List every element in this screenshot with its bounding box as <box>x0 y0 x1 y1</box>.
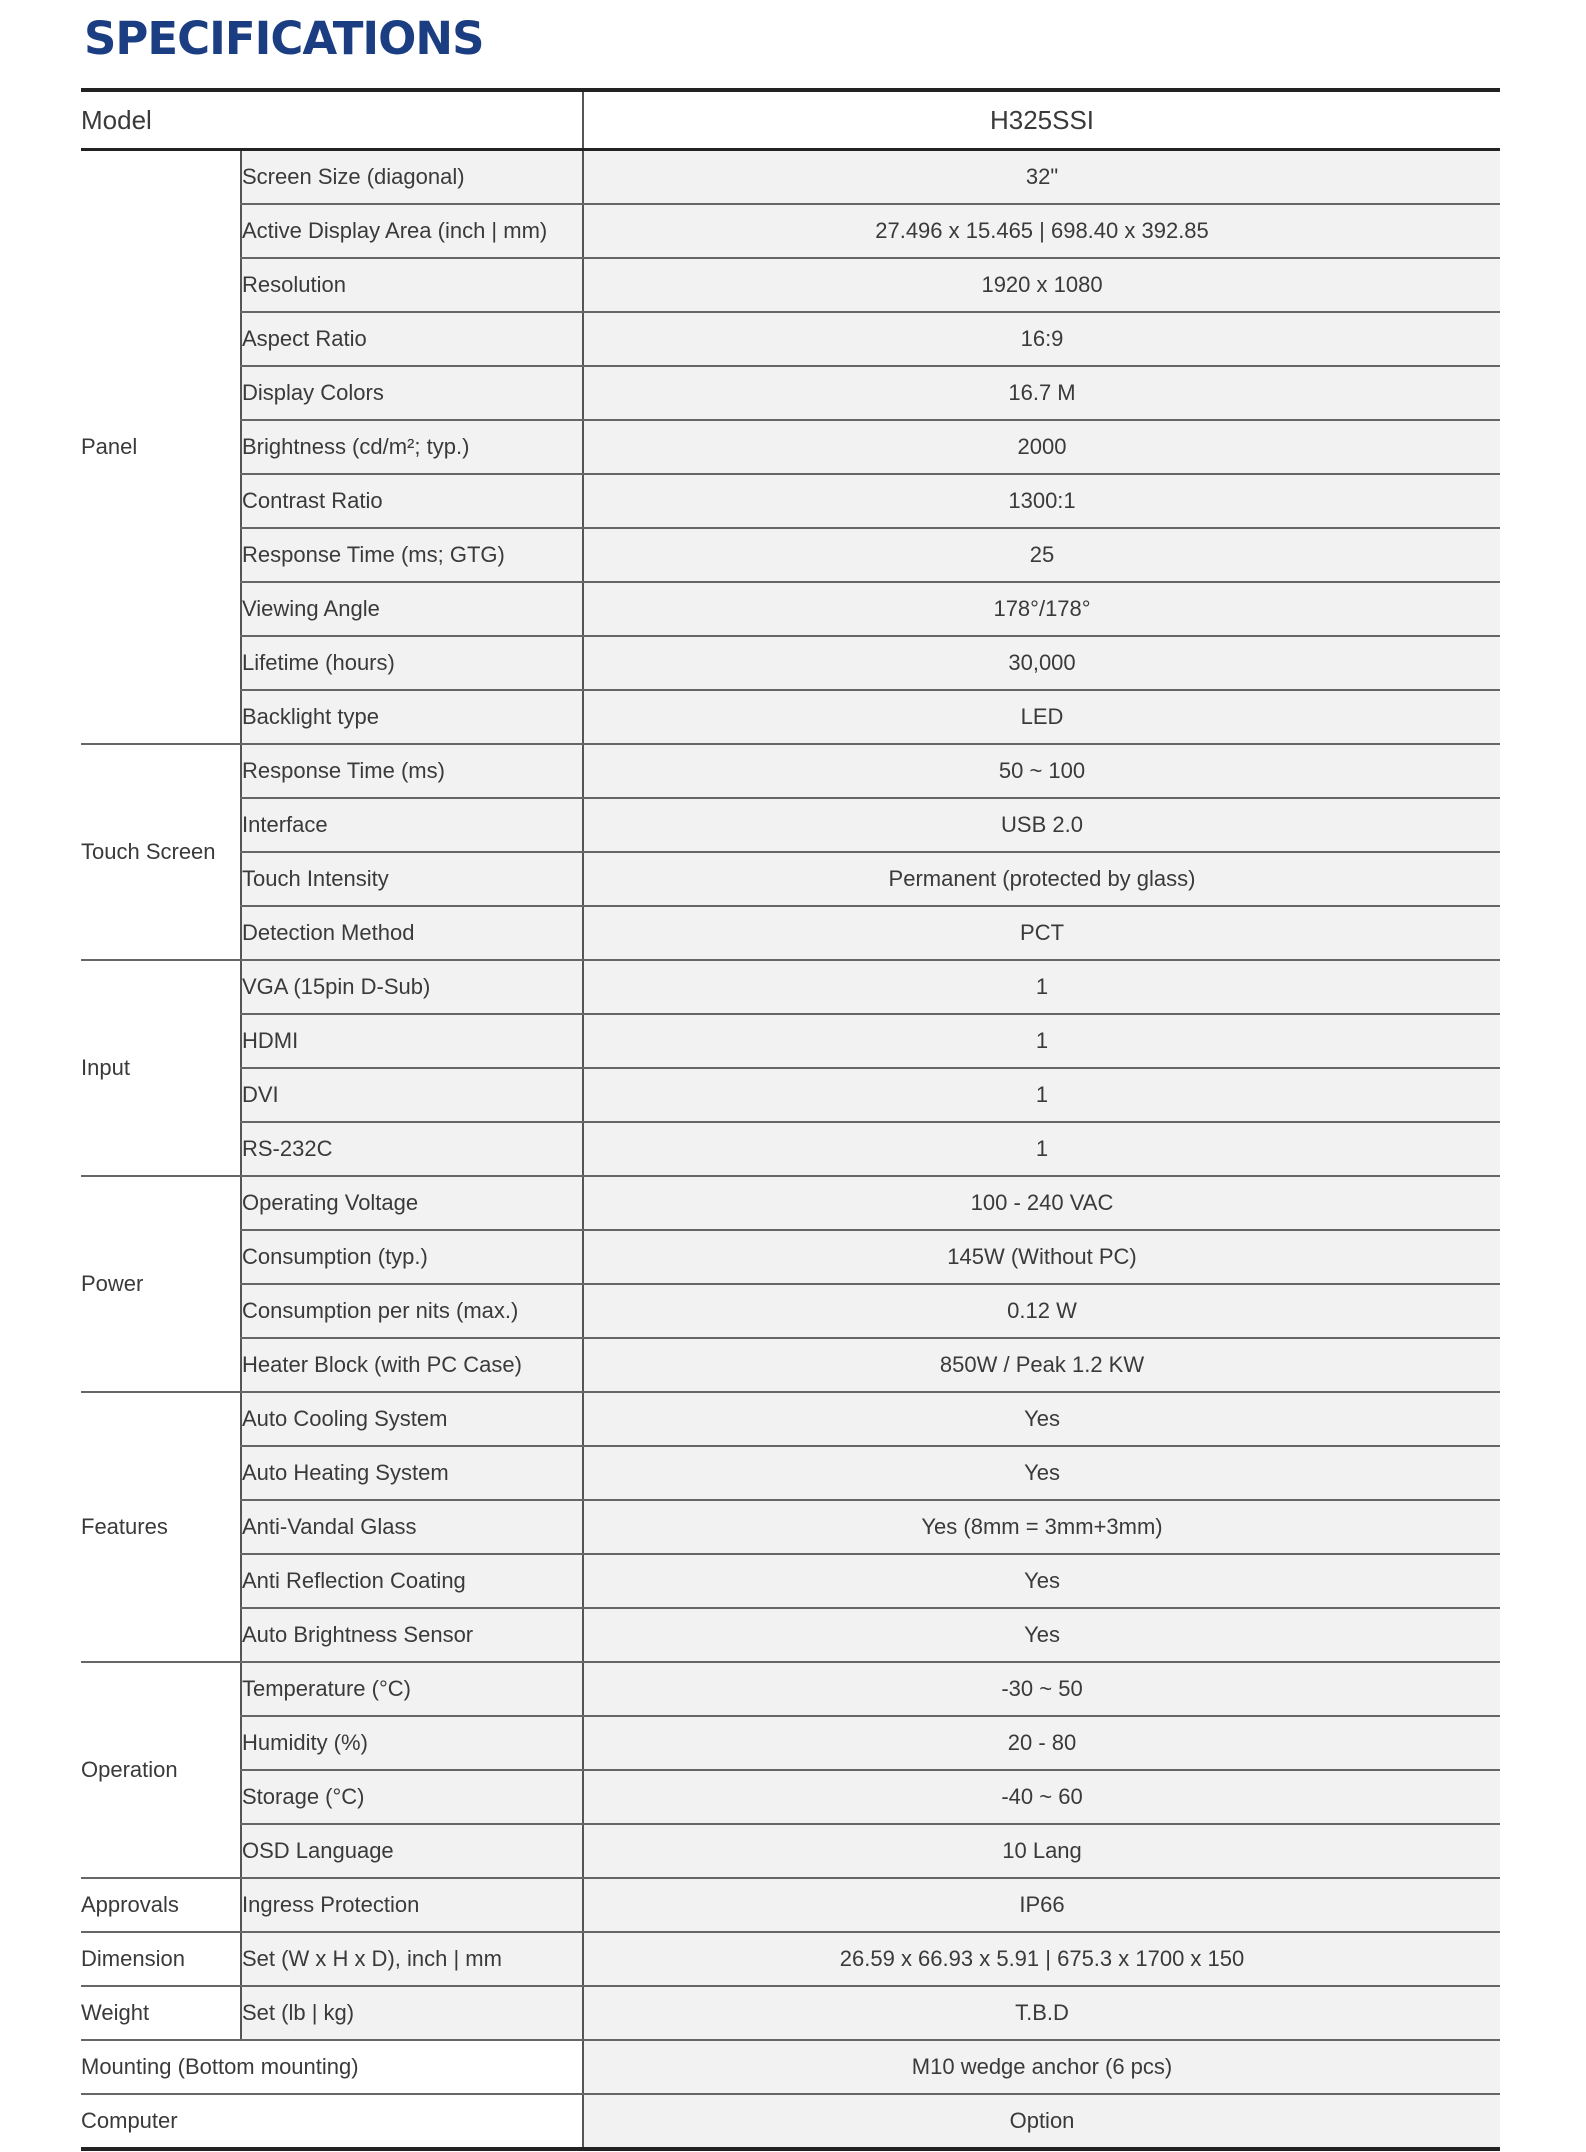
spec-value: Option <box>583 2094 1500 2149</box>
spec-value: -30 ~ 50 <box>583 1662 1500 1716</box>
spec-value: 0.12 W <box>583 1284 1500 1338</box>
spec-value: 1 <box>583 1014 1500 1068</box>
table-row <box>81 1824 1500 1878</box>
table-row <box>81 1230 1500 1284</box>
group-label: Operation <box>81 1662 241 1878</box>
spec-label: Auto Brightness Sensor <box>241 1608 583 1662</box>
spec-label: Brightness (cd/m²; typ.) <box>241 420 583 474</box>
spec-value: 16:9 <box>583 312 1500 366</box>
spec-value: 1 <box>583 1122 1500 1176</box>
table-row <box>81 2040 1500 2094</box>
spec-label: Ingress Protection <box>241 1878 583 1932</box>
spec-value: 178°/178° <box>583 582 1500 636</box>
spec-value: -40 ~ 60 <box>583 1770 1500 1824</box>
spec-value: 26.59 x 66.93 x 5.91 | 675.3 x 1700 x 150 <box>583 1932 1500 1986</box>
table-row <box>81 1716 1500 1770</box>
spec-label: Anti-Vandal Glass <box>241 1500 583 1554</box>
table-row <box>81 366 1500 420</box>
spec-value: 27.496 x 15.465 | 698.40 x 392.85 <box>583 204 1500 258</box>
spec-label: Viewing Angle <box>241 582 583 636</box>
spec-label: Touch Intensity <box>241 852 583 906</box>
table-row <box>81 1068 1500 1122</box>
spec-value: T.B.D <box>583 1986 1500 2040</box>
table-row <box>81 1932 1500 1986</box>
spec-value: IP66 <box>583 1878 1500 1932</box>
spec-label: Backlight type <box>241 690 583 744</box>
spec-label: Contrast Ratio <box>241 474 583 528</box>
spec-value: 850W / Peak 1.2 KW <box>583 1338 1500 1392</box>
spec-label: Auto Heating System <box>241 1446 583 1500</box>
spec-value: 1300:1 <box>583 474 1500 528</box>
table-row <box>81 1014 1500 1068</box>
table-row <box>81 1176 1500 1230</box>
spec-value: 10 Lang <box>583 1824 1500 1878</box>
table-row <box>81 690 1500 744</box>
table-row <box>81 1608 1500 1662</box>
table-row <box>81 204 1500 258</box>
table-row <box>81 1662 1500 1716</box>
spec-label: Screen Size (diagonal) <box>241 150 583 205</box>
spec-label: Detection Method <box>241 906 583 960</box>
spec-label: RS-232C <box>241 1122 583 1176</box>
table-row <box>81 1554 1500 1608</box>
group-label: Input <box>81 960 241 1176</box>
spec-label: Response Time (ms; GTG) <box>241 528 583 582</box>
spec-value: 32" <box>583 150 1500 205</box>
spec-value: Yes (8mm = 3mm+3mm) <box>583 1500 1500 1554</box>
spec-value: 2000 <box>583 420 1500 474</box>
table-row <box>81 906 1500 960</box>
table-row <box>81 1770 1500 1824</box>
spec-value: 145W (Without PC) <box>583 1230 1500 1284</box>
spec-label: Humidity (%) <box>241 1716 583 1770</box>
spec-label: Consumption (typ.) <box>241 1230 583 1284</box>
spec-label: HDMI <box>241 1014 583 1068</box>
spec-label: Storage (°C) <box>241 1770 583 1824</box>
table-row <box>81 1878 1500 1932</box>
spec-value: 1 <box>583 960 1500 1014</box>
table-row <box>81 1500 1500 1554</box>
table-row <box>81 312 1500 366</box>
spec-label: Active Display Area (inch | mm) <box>241 204 583 258</box>
spec-label: Computer <box>81 2094 583 2149</box>
spec-label: Lifetime (hours) <box>241 636 583 690</box>
spec-label: Display Colors <box>241 366 583 420</box>
model-label: Model <box>81 90 583 150</box>
table-row <box>81 2094 1500 2149</box>
spec-label: VGA (15pin D-Sub) <box>241 960 583 1014</box>
table-row <box>81 1446 1500 1500</box>
table-row <box>81 798 1500 852</box>
table-row <box>81 582 1500 636</box>
table-row <box>81 528 1500 582</box>
spec-value: 1920 x 1080 <box>583 258 1500 312</box>
spec-value: M10 wedge anchor (6 pcs) <box>583 2040 1500 2094</box>
group-label: Panel <box>81 150 241 745</box>
table-row <box>81 1338 1500 1392</box>
group-label: Features <box>81 1392 241 1662</box>
spec-label: Anti Reflection Coating <box>241 1554 583 1608</box>
spec-value: 100 - 240 VAC <box>583 1176 1500 1230</box>
table-row <box>81 852 1500 906</box>
spec-value: 16.7 M <box>583 366 1500 420</box>
spec-value: Yes <box>583 1446 1500 1500</box>
table-row <box>81 1284 1500 1338</box>
table-row <box>81 1986 1500 2040</box>
spec-label: Heater Block (with PC Case) <box>241 1338 583 1392</box>
spec-value: PCT <box>583 906 1500 960</box>
spec-value: Yes <box>583 1392 1500 1446</box>
specifications-table-body <box>81 90 1500 2149</box>
spec-label: Operating Voltage <box>241 1176 583 1230</box>
spec-value: 1 <box>583 1068 1500 1122</box>
spec-label: Interface <box>241 798 583 852</box>
spec-label: Auto Cooling System <box>241 1392 583 1446</box>
spec-label: Consumption per nits (max.) <box>241 1284 583 1338</box>
table-row <box>81 1392 1500 1446</box>
group-label: Approvals <box>81 1878 241 1932</box>
spec-label: Mounting (Bottom mounting) <box>81 2040 583 2094</box>
table-row <box>81 636 1500 690</box>
table-header-row <box>81 90 1500 150</box>
spec-label: Temperature (°C) <box>241 1662 583 1716</box>
group-label: Dimension <box>81 1932 241 1986</box>
spec-value: USB 2.0 <box>583 798 1500 852</box>
spec-label: Response Time (ms) <box>241 744 583 798</box>
spec-value: 20 - 80 <box>583 1716 1500 1770</box>
table-row <box>81 960 1500 1014</box>
group-label: Weight <box>81 1986 241 2040</box>
spec-label: OSD Language <box>241 1824 583 1878</box>
spec-value: Yes <box>583 1554 1500 1608</box>
spec-label: Set (lb | kg) <box>241 1986 583 2040</box>
table-row <box>81 420 1500 474</box>
group-label: Touch Screen <box>81 744 241 960</box>
group-label: Power <box>81 1176 241 1392</box>
table-row <box>81 150 1500 205</box>
specifications-table <box>81 88 1500 2151</box>
model-value: H325SSI <box>583 90 1500 150</box>
table-row <box>81 744 1500 798</box>
spec-label: Aspect Ratio <box>241 312 583 366</box>
spec-value: Permanent (protected by glass) <box>583 852 1500 906</box>
spec-value: 30,000 <box>583 636 1500 690</box>
table-row <box>81 474 1500 528</box>
spec-value: 50 ~ 100 <box>583 744 1500 798</box>
spec-value: LED <box>583 690 1500 744</box>
table-row <box>81 1122 1500 1176</box>
table-row <box>81 258 1500 312</box>
page-title: SPECIFICATIONS <box>84 12 484 65</box>
spec-label: DVI <box>241 1068 583 1122</box>
spec-label: Resolution <box>241 258 583 312</box>
spec-value: 25 <box>583 528 1500 582</box>
spec-value: Yes <box>583 1608 1500 1662</box>
spec-label: Set (W x H x D), inch | mm <box>241 1932 583 1986</box>
